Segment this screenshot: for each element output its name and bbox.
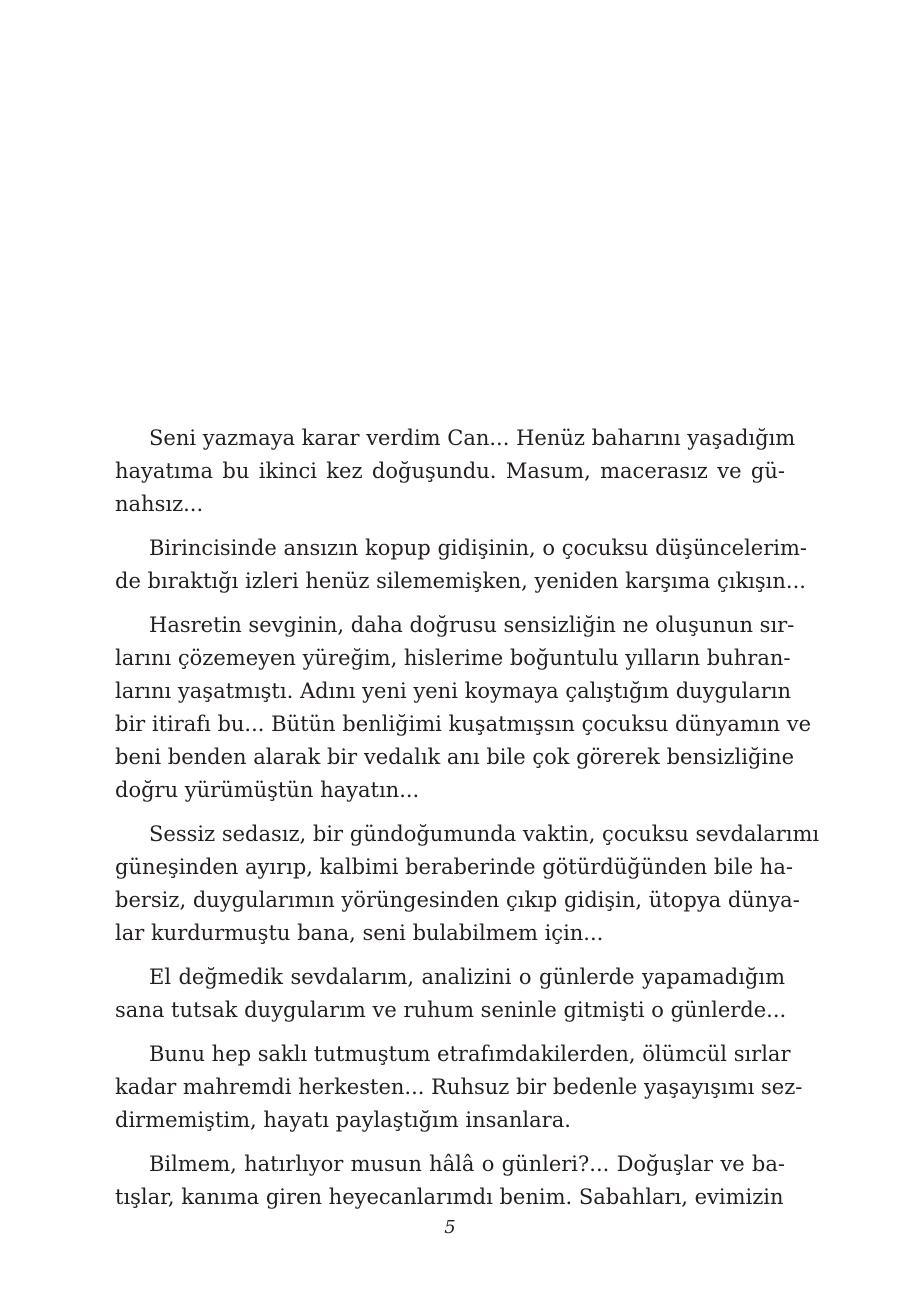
text-line: doğru yürümüştün hayatın...: [115, 778, 420, 802]
text-line: bersiz, duygularımın yörüngesinden çıkıp gidişin, ütopya dünya-: [115, 888, 800, 912]
text-line: kadar mahremdi herkesten... Ruhsuz bir bedenle yaşayışımı sez-: [115, 1075, 803, 1099]
paragraph: [115, 1038, 803, 1137]
paragraph: [115, 961, 785, 1027]
text-line: Seni yazmaya karar verdim Can... Henüz baharını yaşadığım: [149, 426, 796, 450]
text-line: hayatıma bu ikinci kez doğuşundu. Masum, macerasız ve gü-: [115, 459, 785, 483]
text-line: Bunu hep saklı tutmuştum etrafımdakilerden, ölümcül sırlar: [149, 1042, 791, 1066]
paragraph: [115, 532, 807, 598]
text-line: tışlar, kanıma giren heyecanlarımdı benim. Sabahları, evimizin: [115, 1185, 784, 1209]
text-line: nahsız...: [115, 492, 204, 516]
text-line: sana tutsak duygularım ve ruhum seninle gitmişti o günlerde...: [115, 998, 787, 1022]
text-line: El değmedik sevdalarım, analizini o günlerde yapamadığım: [149, 965, 785, 989]
paragraph: [115, 609, 812, 807]
text-line: lar kurdurmuştu bana, seni bulabilmem için...: [115, 921, 604, 945]
text-line: Bilmem, hatırlıyor musun hâlâ o günleri?... Doğuşlar ve ba-: [149, 1152, 785, 1176]
text-line: Sessiz sedasız, bir gündoğumunda vaktin, çocuksu sevdalarımı: [149, 822, 820, 846]
paragraph: [115, 818, 820, 950]
paragraph: [115, 422, 796, 521]
text-line: Birincisinde ansızın kopup gidişinin, o çocuksu düşüncelerim-: [149, 536, 807, 560]
text-line: beni benden alarak bir vedalık anı bile çok görerek bensizliğine: [115, 745, 795, 769]
body-text: [115, 422, 820, 1225]
text-line: de bıraktığı izleri henüz silememişken, yeniden karşıma çıkışın...: [115, 569, 806, 593]
text-line: dirmemiştim, hayatı paylaştığım insanlara.: [115, 1108, 571, 1132]
text-line: güneşinden ayırıp, kalbimi beraberinde götürdüğünden bile ha-: [115, 855, 793, 879]
text-line: larını çözemeyen yüreğim, hislerime boğuntulu yılların buhran-: [115, 646, 791, 670]
page-number: 5: [444, 1217, 456, 1238]
text-line: larını yaşatmıştı. Adını yeni yeni koymaya çalıştığım duyguların: [115, 679, 792, 703]
text-line: bir itirafı bu... Bütün benliğimi kuşatmışsın çocuksu dünyamın ve: [115, 712, 812, 736]
text-line: Hasretin sevginin, daha doğrusu sensizliğin ne oluşunun sır-: [149, 613, 795, 637]
paragraph: [115, 1148, 785, 1214]
